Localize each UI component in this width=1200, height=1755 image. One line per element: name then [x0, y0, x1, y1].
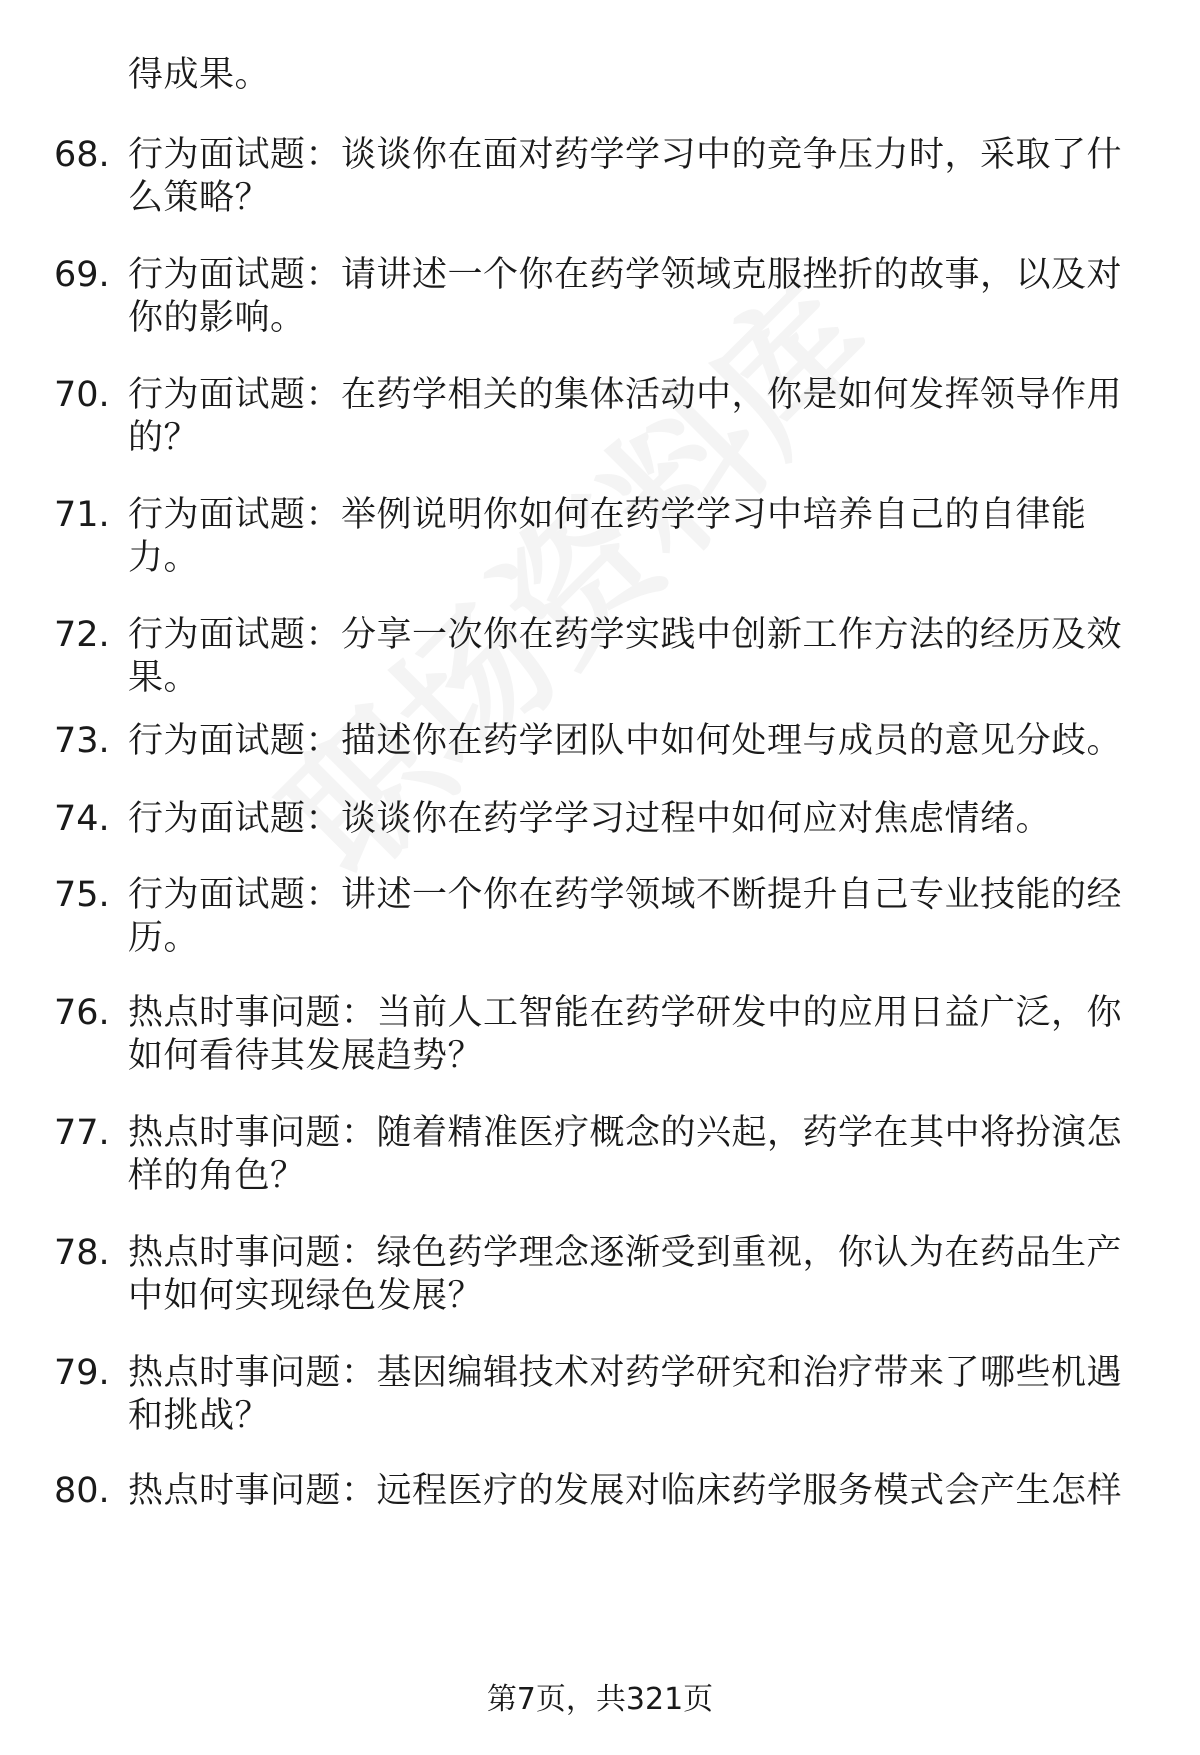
item-text-line2: 力。: [128, 538, 200, 578]
item-number: 79.: [54, 1353, 110, 1393]
item-text-line1: 行为面试题：在药学相关的集体活动中，你是如何发挥领导作用: [128, 375, 1123, 415]
item-text-line1: 行为面试题：讲述一个你在药学领域不断提升自己专业技能的经: [128, 875, 1123, 915]
item-text-line2: 中如何实现绿色发展？: [128, 1276, 484, 1316]
item-number: 78.: [54, 1233, 110, 1273]
item-number: 73.: [54, 721, 110, 761]
item-text-line2: 历。: [128, 918, 200, 958]
item-number: 72.: [54, 615, 110, 655]
item-number: 75.: [54, 875, 110, 915]
item-text-line2: 如何看待其发展趋势？: [128, 1036, 484, 1076]
item-text-line1: 热点时事问题：远程医疗的发展对临床药学服务模式会产生怎样: [128, 1471, 1123, 1511]
item-text-line1: 行为面试题：分享一次你在药学实践中创新工作方法的经历及效: [128, 615, 1123, 655]
item-text-line2: 你的影响。: [128, 298, 306, 338]
item-text-line2: 么策略？: [128, 178, 271, 218]
item-number: 71.: [54, 495, 110, 535]
item-number: 80.: [54, 1471, 110, 1511]
item-text-line1: 热点时事问题：绿色药学理念逐渐受到重视，你认为在药品生产: [128, 1233, 1123, 1273]
item-number: 69.: [54, 255, 110, 295]
item-number: 77.: [54, 1113, 110, 1153]
item-text-line1: 行为面试题：描述你在药学团队中如何处理与成员的意见分歧。: [128, 721, 1123, 761]
continuation-text: 得成果。: [128, 55, 271, 95]
item-text-line1: 热点时事问题：当前人工智能在药学研发中的应用日益广泛，你: [128, 993, 1123, 1033]
item-text-line1: 热点时事问题：随着精准医疗概念的兴起，药学在其中将扮演怎: [128, 1113, 1123, 1153]
item-text-line1: 行为面试题：谈谈你在药学学习过程中如何应对焦虑情绪。: [128, 799, 1052, 839]
item-number: 68.: [54, 135, 110, 175]
item-text-line1: 行为面试题：请讲述一个你在药学领域克服挫折的故事，以及对: [128, 255, 1123, 295]
item-text-line2: 和挑战？: [128, 1396, 271, 1436]
item-text-line2: 果。: [128, 658, 200, 698]
item-number: 70.: [54, 375, 110, 415]
page-footer: 第7页，共321页: [486, 1682, 714, 1717]
item-number: 74.: [54, 799, 110, 839]
item-text-line1: 行为面试题：举例说明你如何在药学学习中培养自己的自律能: [128, 495, 1087, 535]
item-text-line1: 行为面试题：谈谈你在面对药学学习中的竞争压力时，采取了什: [128, 135, 1123, 175]
item-text-line2: 的？: [128, 418, 200, 458]
item-text-line2: 样的角色？: [128, 1156, 306, 1196]
item-number: 76.: [54, 993, 110, 1033]
item-text-line1: 热点时事问题：基因编辑技术对药学研究和治疗带来了哪些机遇: [128, 1353, 1123, 1393]
